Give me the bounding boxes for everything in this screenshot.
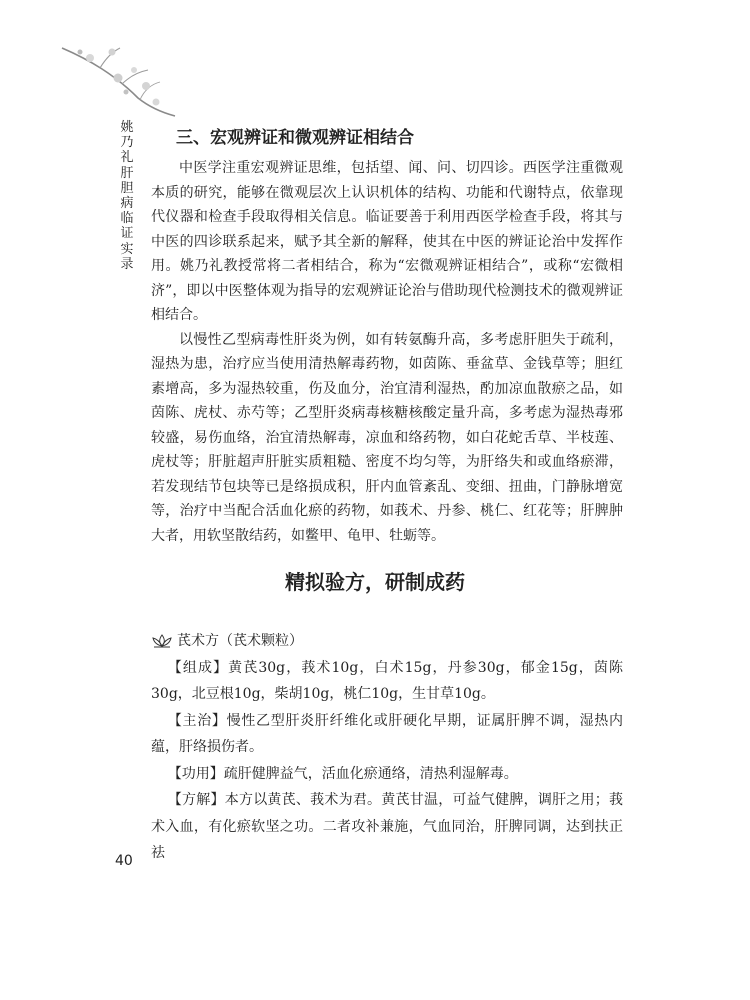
item-text: 本方以黄芪、莪术为君。黄芪甘温，可益气健脾，调肝之用；莪术入血，有化瘀软坚之功。二者攻补兼施，气血同治，肝脾同调，达到扶正祛 (151, 792, 624, 861)
lotus-icon (151, 634, 173, 648)
section-title: 三、宏观辨证和微观辨证相结合 (176, 128, 414, 148)
recipe-block (151, 628, 623, 867)
item-text: 慢性乙型肝炎肝纤维化或肝硬化早期，证属肝脾不调，湿热内蕴，肝络损伤者。 (151, 712, 623, 755)
recipe-name: 芪术方（芪术颗粒） (177, 633, 303, 649)
item-text: 疏肝健脾益气，活血化瘀通络，清热利湿解毒。 (223, 765, 518, 782)
book-running-title: 姚 乃 礼 肝 胆 病 临 证 实 录 (120, 120, 134, 272)
paragraph: 中医学注重宏观辨证思维，包括望、闻、问、切四诊。西医学注重微观本质的研究，能够在微观层次上认识机体的结构、功能和代谢特点，依靠现代仪器和检查手段取得相关信息。临证要善于利用西医学检查手段，将其与中医的四诊联系起来，赋予其全新的解释，使其在中医的辨证论治中发挥作用。姚乃礼教授常将二者相结合，称为“宏微观辨证相结合”，或称“宏微相济”，即以中医整体观为指导的宏观辨证论治与借助现代检测技术的微观辨证相结合。 (151, 160, 623, 323)
plum-blossom-decoration (60, 40, 180, 120)
chapter-title: 精拟验方，研制成药 (285, 570, 465, 594)
item-tag: 【功用】 (167, 765, 224, 782)
recipe-item (151, 761, 623, 788)
item-tag: 【方解】 (167, 792, 225, 808)
section-body (151, 156, 623, 548)
item-text: 黄芪30g，莪术10g，白术15g，丹参30g，郁金15g，茵陈30g，北豆根10g，柴胡10g，桃仁10g，生甘草10g。 (151, 659, 623, 702)
item-tag: 【组成】 (167, 659, 229, 676)
item-tag: 【主治】 (167, 712, 227, 729)
recipe-name-line (151, 628, 623, 655)
page-number: 40 (115, 853, 133, 869)
recipe-item (151, 787, 623, 867)
recipe-item (151, 708, 623, 761)
recipe-item (151, 655, 623, 708)
paragraph: 以慢性乙型病毒性肝炎为例，如有转氨酶升高，多考虑肝胆失于疏利，湿热为患，治疗应当使用清热解毒药物，如茵陈、垂盆草、金钱草等；胆红素增高，多为湿热较重，伤及血分，治宜清利湿热，酌加凉血散瘀之品，如茵陈、虎杖、赤芍等；乙型肝炎病毒核糖核酸定量升高，多考虑为湿热毒邪较盛，易伤血络，治宜清热解毒，凉血和络药物，如白花蛇舌草、半枝莲、虎杖等；肝脏超声肝脏实质粗糙、密度不均匀等，为肝络失和或血络瘀滞，若发现结节包块等已是络损成积，肝内血管紊乱、变细、扭曲，门静脉增宽等，治疗中当配合活血化瘀的药物，如莪术、丹参、桃仁、红花等；肝脾肿大者，用软坚散结药，如鳖甲、龟甲、牡蛎等。 (151, 331, 623, 544)
